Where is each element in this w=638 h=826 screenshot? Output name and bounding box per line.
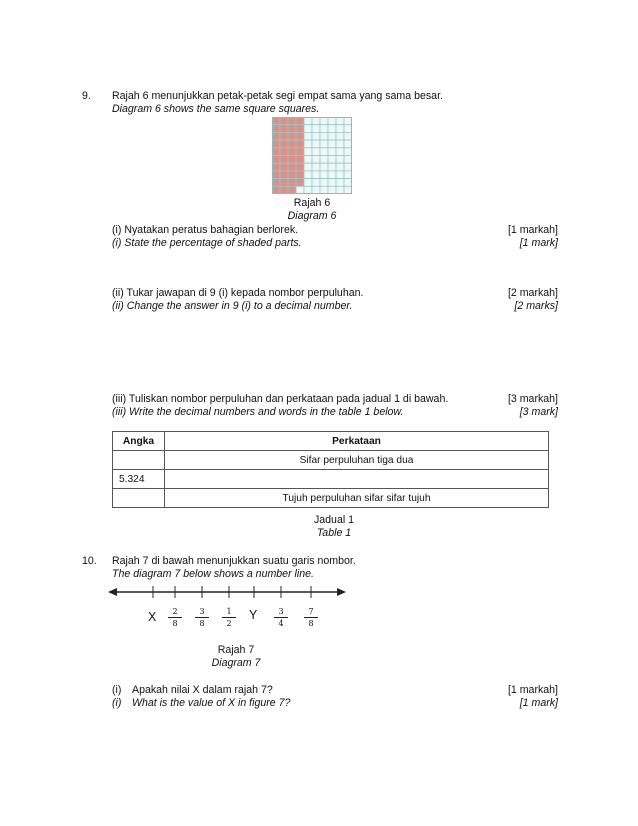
grid-cell-shaded [288,186,296,194]
grid-cell-empty [328,171,336,179]
grid-cell-empty [312,179,320,187]
grid-cell-empty [304,171,312,179]
grid-cell-empty [296,186,304,194]
question-9-part-i-marks-malay: [1 markah] [507,224,558,236]
grid-cell-empty [304,186,312,194]
question-9-stem-malay: Rajah 6 menunjukkan petak-petak segi empat sama yang sama besar. [112,90,443,102]
grid-cell-empty [320,186,328,194]
grid-cell-empty [320,163,328,171]
number-line-left-arrow-icon [108,588,117,596]
grid-cell-shaded [296,171,304,179]
number-line-fraction-2-8 [168,607,182,628]
grid-cell-shaded [280,148,288,156]
number-line-label-y: Y [249,608,258,622]
grid-cell-empty [312,148,320,156]
table-cell-words: Tujuh perpuluhan sifar sifar tujuh [165,489,549,508]
grid-cell-empty [320,171,328,179]
question-10-part-i-malay: Apakah nilai X dalam rajah 7? [132,684,273,696]
fraction-denominator: 8 [199,619,205,628]
grid-cell-empty [320,156,328,164]
grid-cell-empty [336,186,344,194]
grid-cell-empty [328,148,336,156]
grid-cell-empty [336,179,344,187]
fraction-denominator: 8 [308,619,314,628]
question-10-part-i-english: What is the value of X in figure 7? [132,697,291,709]
grid-cell-empty [328,132,336,140]
grid-cell-empty [344,125,352,133]
grid-cell-empty [304,156,312,164]
question-9-stem-english: Diagram 6 shows the same square squares. [112,103,320,115]
grid-cell-shaded [296,140,304,148]
fraction-denominator: 8 [172,619,178,628]
question-9-part-i-marks-english: [1 mark] [519,237,558,249]
table-row [113,470,549,489]
grid-cell-empty [336,148,344,156]
grid-cell-shaded [280,140,288,148]
question-9-part-i-malay: (i) Nyatakan peratus bahagian berlorek. [112,224,299,236]
question-10-part-i-label: (i) [112,684,122,696]
grid-cell-shaded [280,179,288,187]
fraction-denominator: 2 [226,619,232,628]
table-1-decimal-words [112,431,549,508]
grid-cell-shaded [272,163,280,171]
grid-cell-empty [328,179,336,187]
grid-cell-empty [304,125,312,133]
grid-cell-empty [344,148,352,156]
diagram-6-caption-english: Diagram 6 [287,210,337,222]
grid-cell-empty [328,117,336,125]
grid-cell-shaded [296,156,304,164]
grid-cell-shaded [288,117,296,125]
table-cell-words: Sifar perpuluhan tiga dua [165,451,549,470]
grid-cell-empty [304,132,312,140]
question-10-number: 10. [82,555,97,567]
grid-cell-shaded [296,125,304,133]
grid-cell-empty [336,156,344,164]
grid-cell-empty [328,186,336,194]
table-header-perkataan: Perkataan [165,432,549,451]
question-9-part-iii-marks-english: [3 mark] [519,406,558,418]
grid-cell-empty [336,117,344,125]
table-row [113,451,549,470]
question-10-part-i-label-english: (i) [112,697,122,709]
grid-cell-empty [344,179,352,187]
question-9-part-iii-marks-malay: [3 markah] [507,393,558,405]
grid-cell-empty [320,117,328,125]
grid-cell-empty [304,117,312,125]
number-line-fraction-1-2 [222,607,236,628]
fraction-numerator: 1 [222,607,236,618]
question-9-part-iii-malay: (iii) Tuliskan nombor perpuluhan dan perkataan pada jadual 1 di bawah. [112,393,449,405]
grid-cell-shaded [296,163,304,171]
question-9-part-ii-marks-malay: [2 markah] [507,287,558,299]
grid-cell-shaded [280,163,288,171]
question-10-stem-malay: Rajah 7 di bawah menunjukkan suatu garis nombor. [112,555,356,567]
grid-cell-empty [312,156,320,164]
table-cell-number[interactable] [113,451,165,470]
grid-cell-empty [320,148,328,156]
question-9-part-ii-malay: (ii) Tukar jawapan di 9 (i) kepada nombor perpuluhan. [112,287,364,299]
grid-cell-empty [312,171,320,179]
question-9-part-i-english: (i) State the percentage of shaded parts. [112,237,302,249]
number-line-fraction-7-8 [304,607,318,628]
question-10-part-i-marks-english: [1 mark] [519,697,558,709]
grid-cell-empty [320,179,328,187]
diagram-7-caption-english: Diagram 7 [211,657,261,669]
number-line-fraction-3-8 [195,607,209,628]
grid-cell-empty [320,132,328,140]
grid-cell-shaded [280,117,288,125]
grid-cell-shaded [272,171,280,179]
grid-cell-shaded [288,163,296,171]
grid-cell-empty [336,132,344,140]
grid-cell-empty [344,171,352,179]
grid-cell-empty [344,156,352,164]
grid-cell-empty [304,179,312,187]
grid-cell-shaded [288,140,296,148]
grid-cell-empty [312,125,320,133]
grid-cell-shaded [296,179,304,187]
grid-cell-shaded [288,132,296,140]
fraction-numerator: 7 [304,607,318,618]
grid-cell-empty [344,132,352,140]
grid-cell-empty [312,186,320,194]
grid-cell-empty [344,117,352,125]
number-line-right-arrow-icon [337,588,346,596]
grid-cell-empty [312,140,320,148]
table-cell-number[interactable] [113,489,165,508]
grid-cell-empty [336,171,344,179]
grid-cell-empty [304,140,312,148]
grid-cell-shaded [272,132,280,140]
grid-cell-shaded [280,125,288,133]
table-1-caption-malay: Jadual 1 [313,514,355,526]
grid-cell-shaded [280,186,288,194]
table-cell-number: 5.324 [113,470,165,489]
grid-cell-shaded [288,156,296,164]
grid-cell-shaded [288,171,296,179]
grid-cell-shaded [272,125,280,133]
grid-cell-shaded [288,148,296,156]
fraction-numerator: 3 [274,607,288,618]
grid-cell-empty [328,156,336,164]
grid-cell-shaded [296,148,304,156]
grid-cell-empty [304,148,312,156]
grid-cell-empty [344,186,352,194]
number-line-label-x: X [148,610,157,624]
fraction-numerator: 3 [195,607,209,618]
grid-cell-shaded [272,117,280,125]
grid-cell-shaded [280,171,288,179]
number-line-fraction-3-4 [274,607,288,628]
grid-cell-shaded [272,140,280,148]
grid-cell-empty [320,125,328,133]
grid-cell-shaded [288,125,296,133]
grid-cell-empty [312,132,320,140]
grid-cell-shaded [272,156,280,164]
question-10-stem-english: The diagram 7 below shows a number line. [112,568,314,580]
grid-cell-empty [312,163,320,171]
grid-cell-shaded [288,179,296,187]
grid-cell-empty [336,125,344,133]
grid-cell-shaded [272,148,280,156]
question-9-part-ii-marks-english: [2 marks] [514,300,558,312]
grid-cell-empty [328,140,336,148]
grid-cell-shaded [280,132,288,140]
table-header-row [113,432,549,451]
grid-cell-shaded [272,179,280,187]
grid-cell-empty [320,140,328,148]
grid-cell-shaded [296,132,304,140]
diagram-7-caption-malay: Rajah 7 [217,644,255,656]
question-9-number: 9. [82,90,91,102]
grid-cell-empty [336,140,344,148]
grid-cell-shaded [280,156,288,164]
number-line [108,584,348,604]
question-10-part-i-marks-malay: [1 markah] [507,684,558,696]
grid-cell-empty [328,125,336,133]
table-header-angka: Angka [113,432,165,451]
grid-cell-empty [328,163,336,171]
diagram-6-square-grid [272,117,352,194]
grid-cell-empty [344,163,352,171]
grid-cell-shaded [296,117,304,125]
grid-cell-empty [312,117,320,125]
grid-cell-empty [336,163,344,171]
table-row [113,489,549,508]
diagram-6-caption-malay: Rajah 6 [293,197,331,209]
fraction-numerator: 2 [168,607,182,618]
grid-cell-empty [344,140,352,148]
grid-cell-empty [304,163,312,171]
table-1-caption-english: Table 1 [316,527,352,539]
fraction-denominator: 4 [278,619,284,628]
grid-cell-shaded [272,186,280,194]
question-9-part-iii-english: (iii) Write the decimal numbers and words in the table 1 below. [112,406,404,418]
table-cell-words[interactable] [165,470,549,489]
question-9-part-ii-english: (ii) Change the answer in 9 (i) to a decimal number. [112,300,353,312]
